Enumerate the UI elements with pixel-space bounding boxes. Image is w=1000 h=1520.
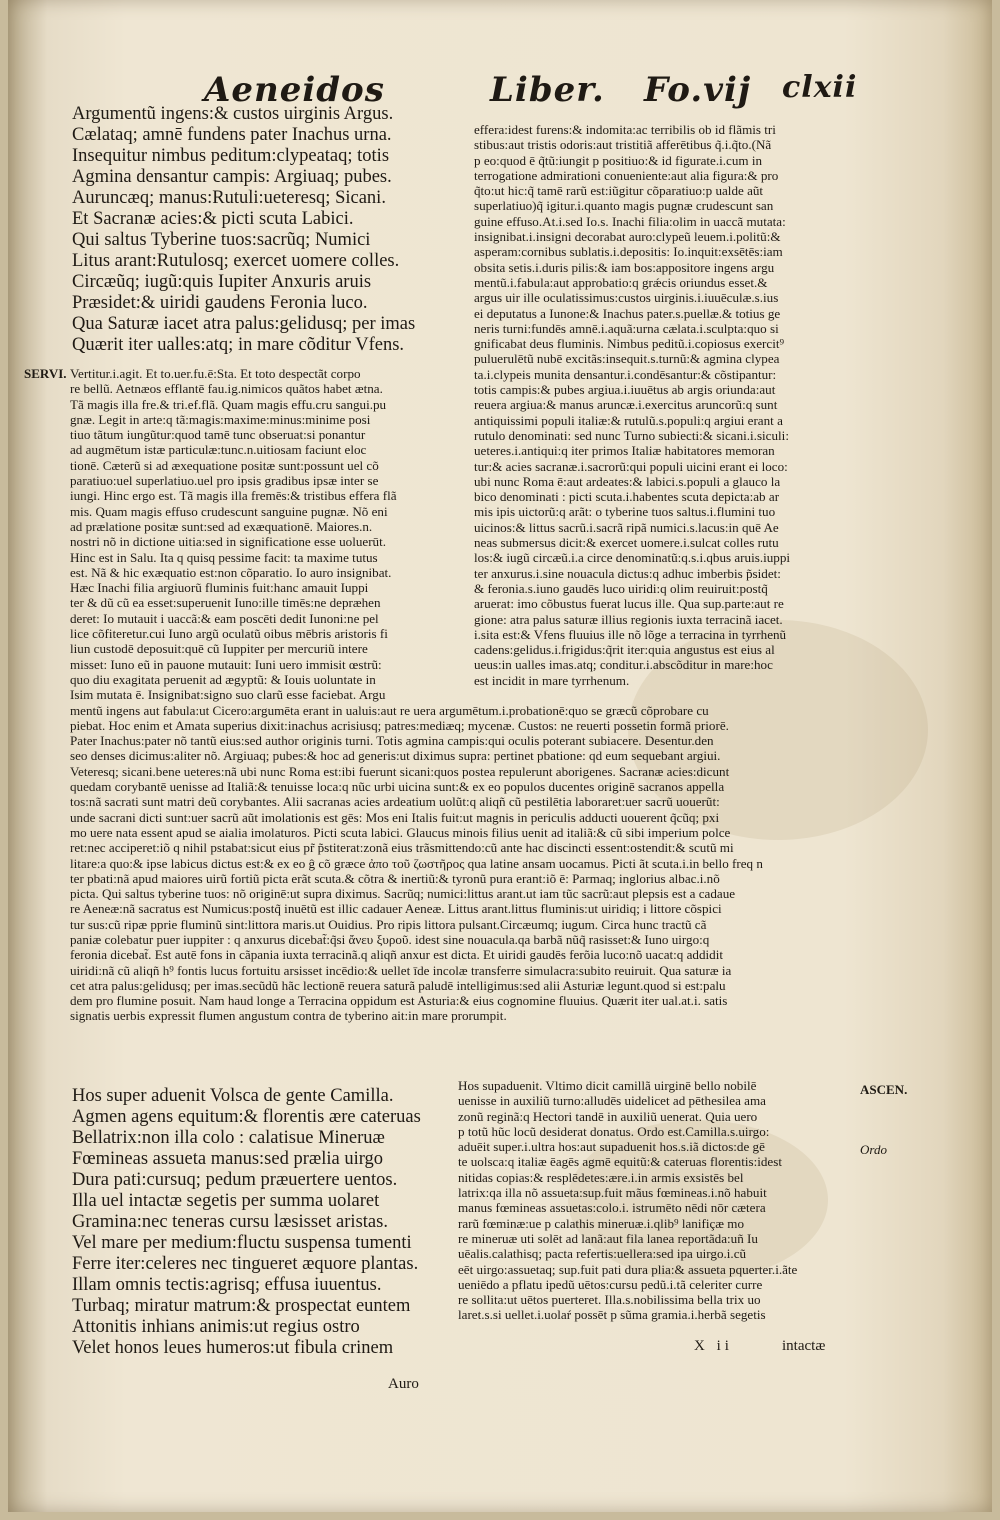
commentary-line: nostri nõ in dictione uitia:sed in significatione esse uoluerūt.: [70, 534, 387, 550]
commentary-line: ret:nec acciperet:iõ q nihil pstabat:sicut eius pr̃ p̃stiterat:zonã eius trãsmittendo:cũ ante hac discincti essent:ostendit:& scutũ mi: [70, 840, 734, 856]
commentary-line: superlatiuo)q̃ igitur.i.quanto magis pugnæ crudescunt san: [474, 198, 774, 214]
commentary-line: quo diu exagitata peruenit ad ægyptũ: & Iouis uoluntate in: [70, 671, 376, 687]
verse-line: Litus arant:Rutulosq; exercet uomere colles.: [72, 251, 400, 271]
verse-line: Illa uel intactæ segetis per summa uolaret: [72, 1191, 380, 1211]
commentary-main: [70, 366, 848, 1024]
commentary-line: cadens:gelidus.i.frigidus:q̃rit iter:quia angustus est eius al: [474, 642, 775, 658]
margin-label-servi: SERVI.: [24, 366, 67, 381]
commentary-line: manus fœmineas assuetas:colo.i. istrumēto nēdi nōr cætera: [458, 1200, 766, 1216]
commentary-line: piebat. Hoc enim et Amata superius dixit:inachus acrisiusq; patres:mediæq; mycenæ. Custos: ne reuerti possetin formã priorē.: [70, 717, 729, 733]
verse-block-top: [72, 104, 452, 356]
commentary-line: mo uere nata essent apud se aialia imolaturos. Picti scuta labici. Glaucus minois filius uenit ad italiã:& cũ sibi imperium polce: [70, 824, 731, 840]
commentary-line: uēalis.calathisq; pacta refertis:uellera:sed ipa uirgo.i.cũ: [458, 1246, 747, 1262]
commentary-line: p eo:quod ē q̃tũ:iungit p positiuo:& id figurate.i.cum in: [474, 152, 763, 168]
margin-label-ascen: ASCEN.: [860, 1082, 908, 1097]
verse-line: Argumentũ ingens:& custos uirginis Argus.: [72, 104, 394, 124]
commentary-line: dem pro flumine posuit. Nam haud longe a Terracina oppidum est Asturia:& eius cognomine fluuius. Quærit iter ual.at.i. satis: [70, 993, 728, 1009]
commentary-line: argus uir ille oculatissimus:custos uirginis.i.iuuēculæ.s.ius: [474, 290, 779, 306]
commentary-line: picta. Qui saltus tyberine tuos: nõ originē:ut supra diximus. Sacrũq; numici:littus arant.ut iam tũc sacrũ:aut plepsis est a cadaue: [70, 886, 736, 902]
commentary-line: obsita setis.i.duris pilis:& iam bos:appositore ingens argu: [474, 259, 775, 275]
commentary-line: iungi. Hinc ergo est. Tã magis illa fremēs:& tristibus effera flã: [70, 488, 397, 504]
commentary-line: paratiuo:uel superlatiuo.uel pro ipsis gradibus ipsæ inter se: [70, 473, 379, 489]
verse-line: Illam omnis tectis:agrisq; effusa iuuentus.: [72, 1275, 382, 1295]
verse-line: Ferre iter:celeres nec tingueret æquore plantas.: [72, 1254, 419, 1274]
verse-line: Gramina:nec teneras cursu læsisset aristas.: [72, 1212, 388, 1232]
commentary-line: tos:nã sacrati sunt matri deũ corybantes. Alii sacranas acies ardeatium uolũt:q aliqñ cũ pestilētia laboraret:uer sacrũ uouerũt:: [70, 794, 720, 810]
commentary-line: antiquissimi populi italiæ:& rutulũ.s.populi:q argiui erant a: [474, 412, 783, 428]
commentary-line: misset: Iuno eũ in pauone mutauit: Iuni uero immisit œstrũ:: [70, 656, 382, 672]
commentary-line: uenisse in auxiliũ turno:alludēs uidelicet ad pēthesilea ama: [458, 1093, 766, 1109]
commentary-line: tur sus:cũ ripæ pprie fluminũ sint:littora maris.ut Ouidius. Pro ripis littora pulsant.Circæumq; iugum. Circa hunc tractũ cã: [70, 916, 707, 932]
commentary-line: unde sacrani dicti sunt:uer sacrũ aũt imolationis est gēs: Mos eni Italis fuit:ut magnis in periculis adducti uouerent q̃cũq; pxi: [70, 809, 720, 825]
verse-line: Hos super aduenit Volsca de gente Camilla.: [72, 1086, 394, 1106]
commentary-line: ueteres.i.antiqui:q iter primos Italiæ habitatores memoran: [474, 443, 775, 459]
commentary-line: quedam corybantē uenisse ad Italiã:& tenuisse loca:q nũc urbi uicina sunt:& ex eo populos ducentes originē sacranos appella: [70, 779, 725, 795]
verse-line: Vel mare per medium:fluctu suspensa tumenti: [72, 1233, 412, 1253]
verse-line: Attonitis inhians animis:ut regius ostro: [72, 1317, 360, 1337]
verse-line: Fœmineas assueta manus:sed prælia uirgo: [72, 1149, 384, 1169]
commentary-line: mis. Quam magis effuso crudescunt sanguine pugnæ. Nõ eni: [70, 503, 388, 519]
commentary-line: guine effuso.At.i.sed Io.s. Inachi filia:olim in uaccã mutata:: [474, 213, 786, 229]
commentary-line: Hæc Inachi filia argiuorũ fluminis fuit:hanc amauit Iuppi: [70, 580, 369, 596]
commentary-line: litare:a quo:& ipse labicus dictus est:& ex eo ĝ cõ græce ἀπο τοῦ ζωστῆρος qua latine ansam uocamus. Picti ãt scuta.i.in bello freq n: [70, 855, 763, 871]
verse-line: Insequitur nimbus peditum:clypeataq; totis: [72, 146, 390, 166]
commentary-line: aruerat: imo cõbustus fuerat lucus ille. Qua sup.parte:aut re: [474, 596, 784, 612]
commentary-line: ter & dũ cũ ea esset:superuenit Iuno:ille timēs:ne depræhen: [70, 595, 381, 611]
commentary-line: asperam:cornibus sublatis.i.depositis: Io.inquit:exsētēs:iam: [474, 244, 783, 260]
running-head-title: Aeneidos: [204, 70, 385, 110]
verse-line: Velet honos leues humeros:ut fibula crinem: [72, 1338, 394, 1358]
commentary-line: ubi nunc Roma ē:aut ardeates:& labici.s.populi a glauco la: [474, 473, 781, 489]
catchword-bottom: Auro: [388, 1376, 419, 1392]
commentary-line: effera:idest furens:& indomita:ac terribilis ob id flãmis tri: [474, 122, 776, 137]
commentary-line: & feronia.s.iuno gaudēs luco uiridi:q olim reuiruit:postq̃: [474, 580, 768, 596]
running-head-liber: Liber.: [490, 70, 605, 110]
commentary-line: ueniēdo a pflatu ipedũ uētos:cursu pedũ.i.tã celeriter curre: [458, 1276, 763, 1292]
verse-line: Bellatrix:non illa colo : calatisue Mineruæ: [72, 1128, 385, 1148]
commentary-line: Tã magis illa fre.& tri.ef.flã. Quam magis effu.cru sangui.pu: [70, 396, 387, 412]
commentary-line: Isim mutata ē. Insignibat:signo suo clarũ esse faciebat. Argu: [70, 687, 386, 703]
commentary-line: re sollita:ut uētos puerteret. Illa.s.nobilissima bella trix uo: [458, 1292, 761, 1308]
verse-line: Agmen agens equitum:& florentis ære cateruas: [72, 1107, 421, 1127]
commentary-line: est. Nã & hic exæquatio est:non cõparatio. Io auro insignibat.: [70, 564, 392, 580]
commentary-line: ta.i.clypeis munita densantur.i.condēsantur:& cõstipantur:: [474, 366, 777, 382]
verse-line: Circæũq; iugũ:quis Iupiter Anxuris aruis: [72, 272, 372, 292]
signature-mark: X ii: [694, 1338, 733, 1354]
commentary-line: ei deputatus a Iunone:& Inachus pater.s.puellæ.& totius ge: [474, 305, 781, 321]
commentary-right-bottom: [458, 1078, 850, 1323]
verse-line: Qui saltus Tyberine tuos:sacrũq; Numici: [72, 230, 371, 250]
commentary-line: rutulo denominati: sed nunc Turno subiecti:& sicani.i.siculi:: [474, 427, 789, 443]
commentary-line: mis ipis uictorũ:q arãt: o tyberine tuos saltus.i.flumini tuo: [474, 504, 776, 520]
commentary-line: paniæ colebatur puer iuppiter : q anxurus dicebat̃:q̃si ἄνευ ξυροῦ. idest sine nouacula.qa barbã nũq̃ rasisset:& Iuno uirgo:q: [70, 931, 710, 947]
verse-line: Cælataq; amnē fundens pater Inachus urna.: [72, 125, 392, 145]
commentary-line: ad prælatione positæ sunt:sed ad exæquationē. Maiores.n.: [70, 518, 373, 534]
commentary-line: uiridi:nã cũ aliqñ h⁹ fontis lucus fortuitu arsisset incēdio:& uellet īde incolæ transferre simulacra:subito reuiruit. Qua saturæ ia: [70, 962, 732, 978]
verse-line: Agmina densantur campis: Argiuaq; pubes.: [72, 167, 392, 187]
commentary-line: re bellũ. Aetnæos efflantē fau.ig.nimicos quãtos habet ætna.: [70, 381, 383, 397]
commentary-line: gione: atra palus saturæ illius regionis iuxta terracinã iacet.: [474, 611, 783, 627]
commentary-line: Pater Inachus:pater nõ tantũ eius:sed author originis turni. Totis agmina campis:qui oculis poterant subiacere. Desentur.den: [70, 733, 714, 749]
commentary-line: puluerulētũ nubē excitãs:insequit.s.turnũ:& agmina clypea: [474, 351, 780, 367]
verse-line: Et Sacranæ acies:& picti scuta Labici.: [72, 209, 354, 229]
commentary-line: neris turni:fundēs amnē.i.aquã:urna cælata.i.sculpta:quo si: [474, 320, 779, 336]
commentary-line: re mineruæ uti solēt ad lanã:aut fila lanea reportãda:uñ Iu: [458, 1230, 758, 1246]
margin-label-ordo: Ordo: [860, 1142, 887, 1157]
commentary-line: Veteresq; sicani.bene ueteres:nã ubi nunc Roma est:ibi fuerunt sicani:quos postea repulerunt aborigenes. Sacranæ acies:dicunt: [70, 763, 730, 779]
commentary-line: terrogatione admirationi conueniente:aut alia figura:& pro: [474, 167, 779, 183]
verse-line: Qua Saturæ iacet atra palus:gelidusq; per imas: [72, 314, 416, 334]
commentary-line: cet atra palus:gelidusq; per imas.secũdũ hãc lectionē reuera saturã paludē intelligimus:sed alii Asturiæ legunt.quod si est:palu: [70, 977, 726, 993]
commentary-line: tiuo tãtum iungũtur:quod tamē tunc obseruat:si ponantur: [70, 427, 366, 443]
commentary-line: ad augmētum istæ particulæ:tunc.n.uitiosam faciunt eloc: [70, 442, 367, 458]
commentary-line: ueus:in ualles imas.atq; conditur.i.abscõditur in mare:hoc: [474, 657, 773, 673]
commentary-line: gnæ. Legit in arte:q tã:magis:maxime:minus:minime posi: [70, 411, 371, 427]
commentary-line: ter pbati:nã apud maiores uirũ fortiũ picta erãt scuta.& cõtra & inertiũ:& tyronũ pura erant:iõ ē: Parmaq; inglorius albac.i.nõ: [70, 870, 720, 886]
commentary-line: aduēit super.i.ultra hos:aut supaduenit hos.s.iã dictos:de gē: [458, 1139, 765, 1155]
commentary-line: insignibat.i.insigni decorabat auro:clypeũ leuem.i.politũ:&: [474, 229, 781, 245]
commentary-line: re Aeneæ:nã sacratus est Numicus:postq̃ inuētũ est illic cadauer Aeneæ. Littus arant.littus fluminis:ut uiridiq; i littore cõspici: [70, 901, 722, 917]
commentary-line: Vertitur.i.agit. Et to.uer.fu.ē:Sta. Et toto despectãt corpo: [70, 366, 361, 381]
folio-label: Fo.vij: [644, 70, 752, 110]
catchword-right: intactæ: [782, 1338, 826, 1354]
commentary-line: latrix:qa illa nõ assueta:sup.fuit mãus fœmineas.i.nõ habuit: [458, 1185, 767, 1201]
commentary-line: laret.s.si uellet.i.uolaŕ possēt p sũma gramia.i.herbã segetis: [458, 1307, 766, 1323]
commentary-line: signatis uerbis expressit flumen angustum contra de tyberino ait:in mare prorumpit.: [70, 1008, 507, 1024]
commentary-line: gnificabat deus fluminis. Nimbus peditũ.i.copiosus exercit⁹: [474, 336, 785, 352]
commentary-line: Hos supaduenit. Vltimo dicit camillã uirginē bello nobilē: [458, 1078, 757, 1093]
verse-line: Dura pati:cursuq; pedum præuertere uentos.: [72, 1170, 398, 1190]
commentary-line: tur:& acies sacranæ.i.sacrorũ:qui populi uicini erant ei loco:: [474, 458, 788, 474]
folio-number: clxii: [782, 70, 858, 105]
commentary-line: mentũ ingens aut fabula:ut Cicero:argumēta erant in ualuis:aut re uera argumētum.i.probationē:quo se græcũ cõprobare cu: [70, 702, 709, 718]
verse-line: Turbaq; miratur matrum:& prospectat euntem: [72, 1296, 411, 1316]
commentary-line: zonũ reginã:q Hectori tandē in auxiliũ uenerat. Quia uero: [458, 1108, 758, 1124]
commentary-line: neas submersus dicit:& exercet uomere.i.sulcat colles rutu: [474, 535, 779, 551]
commentary-line: est incidit in mare tyrrhenum.: [474, 672, 630, 688]
commentary-line: mentũ.i.fabula:aut approbatio:q grǽcis oriundus esset.&: [474, 274, 768, 290]
commentary-line: tionē. Cæterũ si ad æxequatione positæ sunt:possunt uel cõ: [70, 457, 379, 473]
commentary-line: i.sita est:& Vfens fluuius ille nõ lõge a terracina in tyrrhenũ: [474, 626, 787, 642]
commentary-line: rarũ fœminæ:ue p calathis mineruæ.i.qlib⁹ lanifiçæ mo: [458, 1215, 745, 1231]
commentary-line: seo denses dicimus:aliter nõ. Argiuaq; pubes:& hoc ad generis:ut diximus supra: pertinet pbatione: qd eum sequebant argiui.: [70, 748, 721, 764]
commentary-line: nitidas copias:& resplēdetes:ære.i.in armis exsistēs bel: [458, 1169, 744, 1185]
verse-line: Præsidet:& uiridi gaudens Feronia luco.: [72, 293, 368, 313]
commentary-line: stibus:aut tristis odoris:aut tristitiã afferētibus q̃.i.q̃to.(Nã: [474, 137, 772, 153]
verse-block-bottom: [72, 1086, 452, 1359]
commentary-line: Hinc est in Salu. Ita q quisq pessime facit: ta maxime tutus: [70, 549, 378, 565]
commentary-line: ter anxurus.i.sine nouacula dictus:q adhuc imberbis p̃sidet:: [474, 565, 781, 581]
commentary-line: lice cõfiteretur.cui Iuno argũ oculatũ oibus mēbris aristoris fi: [70, 626, 388, 642]
commentary-line: los:& iugũ circæũ.i.a circe denominatũ:q.s.i.qbus aruis.iuppi: [474, 550, 791, 566]
commentary-line: reuera argiua:& manus aruncæ.i.exercitus aruncorũ:q sunt: [474, 397, 778, 413]
book-page: [8, 0, 992, 1512]
commentary-line: p totũ hũc locũ desiderat donatus. Ordo est.Camilla.s.uirgo:: [458, 1123, 770, 1139]
commentary-line: uicinos:& littus sacrũ.i.sacrã ripã numici.s.lacus:in quē Ae: [474, 519, 779, 535]
commentary-line: bico denominati : picti scuta.i.habentes scuta depicta:ab ar: [474, 489, 780, 505]
commentary-line: deret: Io mutauit i uaccã:& eam poscēti dedit Iunoni:ne pel: [70, 610, 379, 626]
verse-line: Auruncæq; manus:Rutuli:ueteresq; Sicani.: [72, 188, 386, 208]
commentary-line: q̃to:ut hic:q̃ tamē rarũ est:iũgitur cõparatiuo:p ualde aũt: [474, 183, 764, 199]
commentary-line: te uolsca:q italiæ ēagēs agmē equitũ:& cateruas florentis:idest: [458, 1154, 782, 1170]
commentary-line: eēt uirgo:assuetaq; sup.fuit pati dura plia:& assueta pquerter.i.ãte: [458, 1261, 798, 1277]
commentary-line: liun custodē deposuit:quē cũ Iuppiter per mercuriũ intere: [70, 641, 368, 657]
commentary-line: feronia dicebat̃. Est autē fons in cãpania iuxta terracinã.q aliqñ anxur est dicta. Et uiridi gaudēs ferõia luco:nõ uacat:q addidit: [70, 947, 723, 963]
commentary-line: totis campis:& pubes argiua.i.iuuētus ab argis oriunda:aut: [474, 382, 776, 398]
verse-line: Quærit iter ualles:atq; in mare cõditur Vfens.: [72, 335, 405, 355]
